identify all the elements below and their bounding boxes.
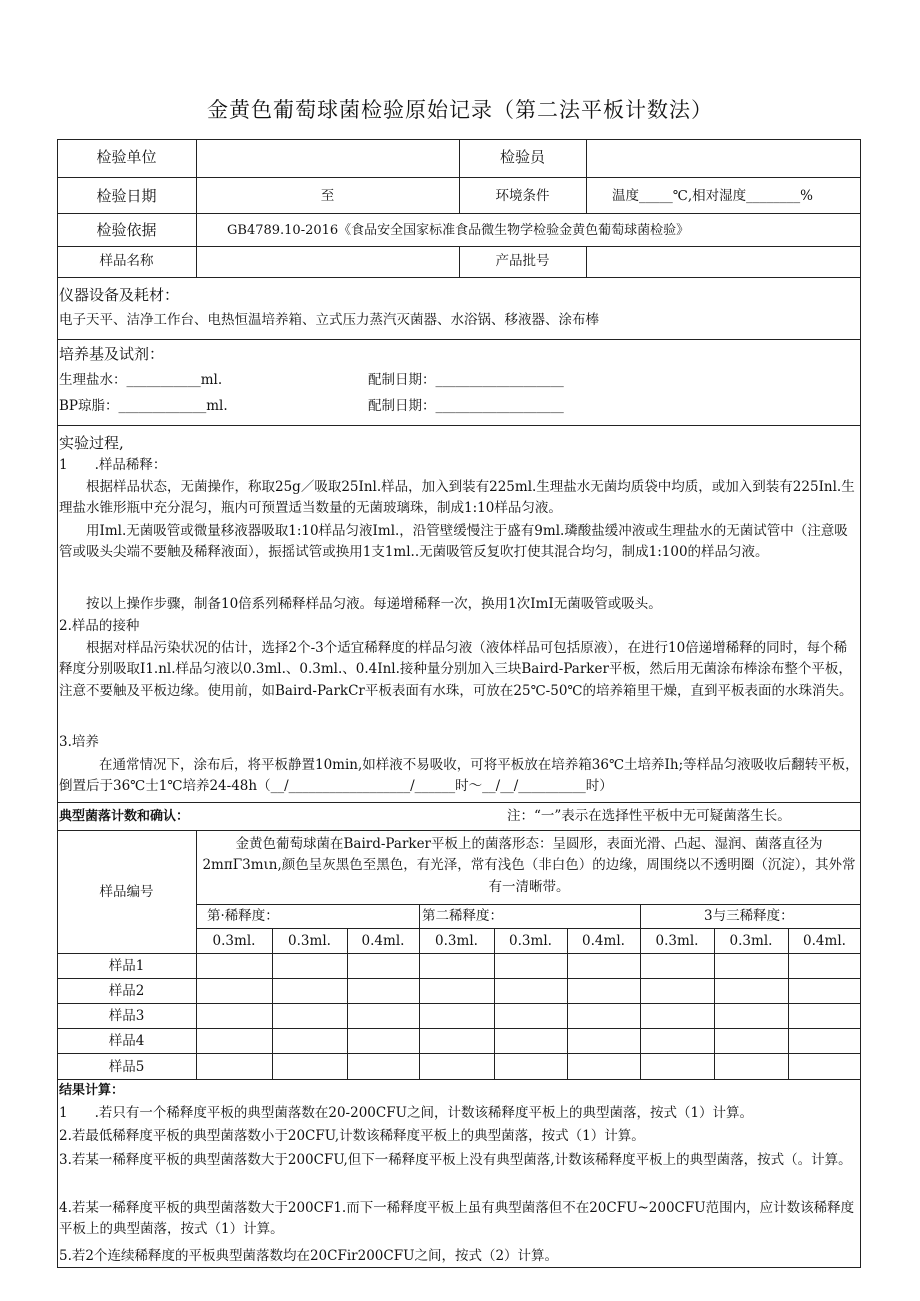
sample-row-label: 样品4 bbox=[108, 1033, 145, 1049]
sample-row-label: 样品1 bbox=[108, 958, 145, 974]
sample-no-label: 样品编号 bbox=[99, 884, 154, 900]
saline-date: 配制日期：___________________ bbox=[368, 372, 564, 388]
divider bbox=[196, 213, 197, 246]
colony-note: 注：“一”表示在选择性平板中无可疑菌落生长。 bbox=[507, 808, 791, 824]
sample-row-label: 样品5 bbox=[108, 1059, 145, 1075]
step2-title: 2.样品的接种 bbox=[59, 618, 140, 634]
volume-header: 0.3ml. bbox=[435, 933, 478, 949]
volume-header: 0.4ml. bbox=[361, 933, 405, 949]
volume-header: 0.4ml. bbox=[803, 933, 846, 949]
volume-header: 0.4ml. bbox=[582, 933, 625, 949]
results-heading: 结果计算： bbox=[59, 1083, 125, 1098]
env-value: 温度_____℃,相对湿度________% bbox=[612, 188, 813, 204]
divider bbox=[196, 830, 197, 1079]
divider bbox=[57, 339, 861, 340]
result-rule-4: 4.若某一稀释度平板的典型菌落数大于200CF1.而下一稀释度平板上虽有典型菌落但不在20CFU~200CFU范围内，应计数该稀释度平板上的典型菌落，按式（1）计算。 bbox=[59, 1200, 855, 1238]
divider bbox=[196, 928, 861, 929]
divider bbox=[196, 904, 861, 905]
result-rule-3: 3.若某一稀释度平板的典型菌落数大于200CFU,但下一稀释度平板上没有典型菌落,计数该稀释度平板上的典型菌落，按式（。计算。 bbox=[59, 1152, 852, 1168]
equipment-list: 电子天平、洁净工作台、电热恒温培养箱、立式压力蒸汽灭菌器、水浴锅、移液器、涂布棒 bbox=[59, 312, 599, 328]
step1-para3: 按以上操作步骤，制备10倍系列稀释样品匀液。每递增稀释一次，换用1次ImI无菌吸管或吸头。 bbox=[86, 596, 662, 612]
volume-header: 0.3ml. bbox=[509, 933, 552, 949]
record-form bbox=[57, 139, 861, 1268]
result-rule-2: 2.若最低稀释度平板的典型菌落数小于20CFU,计数该稀释度平板上的典型菌落，按式（1）计算。 bbox=[59, 1128, 645, 1144]
inspector-label: 检验员 bbox=[499, 148, 545, 166]
volume-header: 0.3ml. bbox=[655, 933, 699, 949]
result-rule-5: 5.若2个连续稀释度的平板典型菌落数均在20CFir200CFU之间，按式（2）计算。 bbox=[59, 1248, 559, 1264]
basis-label: 检验依据 bbox=[96, 221, 157, 239]
dilution-1: 第·稀释度： bbox=[207, 908, 279, 924]
divider bbox=[586, 246, 587, 277]
divider bbox=[57, 978, 861, 979]
step3-para1: 在通常情况下，涂布后，将平板静置10min,如样液不易吸收，可将平板放在培养箱36℃土培养Ih;等样品匀液吸收后翻转平板，倒置后于36℃士1℃培养24-48h（__/__________________/______时～__/__/__________时） bbox=[59, 757, 859, 795]
divider bbox=[57, 1003, 861, 1004]
divider bbox=[57, 802, 861, 803]
batch-label: 产品批号 bbox=[495, 253, 550, 269]
media-heading: 培养基及试剂： bbox=[59, 345, 165, 363]
divider bbox=[57, 830, 861, 831]
step1-para2: 用Iml.无菌吸管或微量移液器吸取1:10样品匀液Iml.，沿管壁缓慢注于盛有9ml.璘酸盐缓冲液或生理盐水的无菌试管中（注意吸管或吸头尖端不要触及稀释液面），振摇试管或换用1支1ml..无菌吸管反复吹打使其混合均匀，制成1:100的样品匀液。 bbox=[59, 523, 848, 561]
result-rule-1: 1 .若只有一个稀释度平板的典型菌落数在20-200CFU之间，计数该稀释度平板上的典型菌落，按式（1）计算。 bbox=[59, 1105, 754, 1121]
divider bbox=[57, 1053, 861, 1054]
sample-row-label: 样品3 bbox=[108, 1008, 145, 1024]
saline-volume: 生理盐水：___________ml. bbox=[59, 372, 223, 388]
unit-label: 检验单位 bbox=[96, 148, 157, 166]
sample-name-label: 样品名称 bbox=[99, 253, 154, 269]
env-label: 环境条件 bbox=[495, 188, 550, 204]
divider bbox=[57, 277, 861, 278]
bp-volume: BP琼脂：_____________ml. bbox=[59, 398, 228, 414]
step3-title: 3.培养 bbox=[59, 734, 99, 750]
step1-title: 1 .样品稀释： bbox=[59, 457, 167, 473]
divider bbox=[57, 953, 861, 954]
divider bbox=[196, 246, 197, 277]
divider bbox=[586, 139, 587, 213]
date-to: 至 bbox=[320, 188, 335, 204]
divider bbox=[57, 213, 861, 214]
volume-header: 0.3ml. bbox=[729, 933, 773, 949]
sample-row-label: 样品2 bbox=[108, 983, 145, 999]
volume-header: 0.3ml. bbox=[212, 933, 256, 949]
colony-heading: 典型菌落计数和确认： bbox=[59, 809, 190, 824]
dilution-2: 第二稀释度： bbox=[422, 908, 503, 924]
divider bbox=[57, 425, 861, 426]
equipment-heading: 仪器设备及耗材： bbox=[59, 286, 180, 304]
page-title: 金黄色葡萄球菌检验原始记录（第二法平板计数法） bbox=[207, 98, 713, 122]
colony-morphology: 金黄色葡萄球菌在Baird-Parker平板上的菌落形态：呈圆形，表面光滑、凸起、湿润、菌落直径为2mπΓ3mιn,颜色呈灰黑色至黑色，有光泽，常有浅色（非白色）的边缘，周围绕以不透明圈（沉淀），其外常有一清晰带。 bbox=[202, 836, 856, 895]
step2-para1: 根据对样品污染状况的估计，选择2个-3个适宜稀释度的样品匀液（液体样品可包括原液），在进行10倍递增稀释的同时，每个稀释度分别吸取I1.nl.样品匀液以0.3ml.、0.3ml.、0.4Inl.接种量分别加入三块Baird-Parker平板，然后用无菌涂布棒涂布整个平板，注意不要触及平板边缘。使用前，如Baird-ParkCr平板表面有水珠，可放在25℃-50℃的培养箱里干燥，直到平板表面的水珠消失。 bbox=[59, 640, 853, 699]
basis-value: GB4789.10-2016《食品安全国家标准食品微生物学检验金黄色葡萄球菌检验》 bbox=[227, 223, 690, 238]
divider bbox=[57, 1079, 861, 1080]
bp-date: 配制日期：___________________ bbox=[368, 398, 564, 414]
process-heading: 实验过程, bbox=[59, 434, 124, 452]
step1-para1: 根据样品状态，无菌操作，称取25g／吸取25Inl.样品，加入到装有225ml.生理盐水无菌均质袋中均质，或加入到装有225Inl.生理盐水锥形瓶中充分混匀，瓶内可预置适当数量的无菌玻璃珠，制成1:10样品匀液。 bbox=[59, 479, 855, 517]
volume-header: 0.3ml. bbox=[288, 933, 331, 949]
date-label: 检验日期 bbox=[96, 187, 157, 205]
divider bbox=[57, 1028, 861, 1029]
dilution-3: 3与三稀释度： bbox=[704, 908, 794, 924]
